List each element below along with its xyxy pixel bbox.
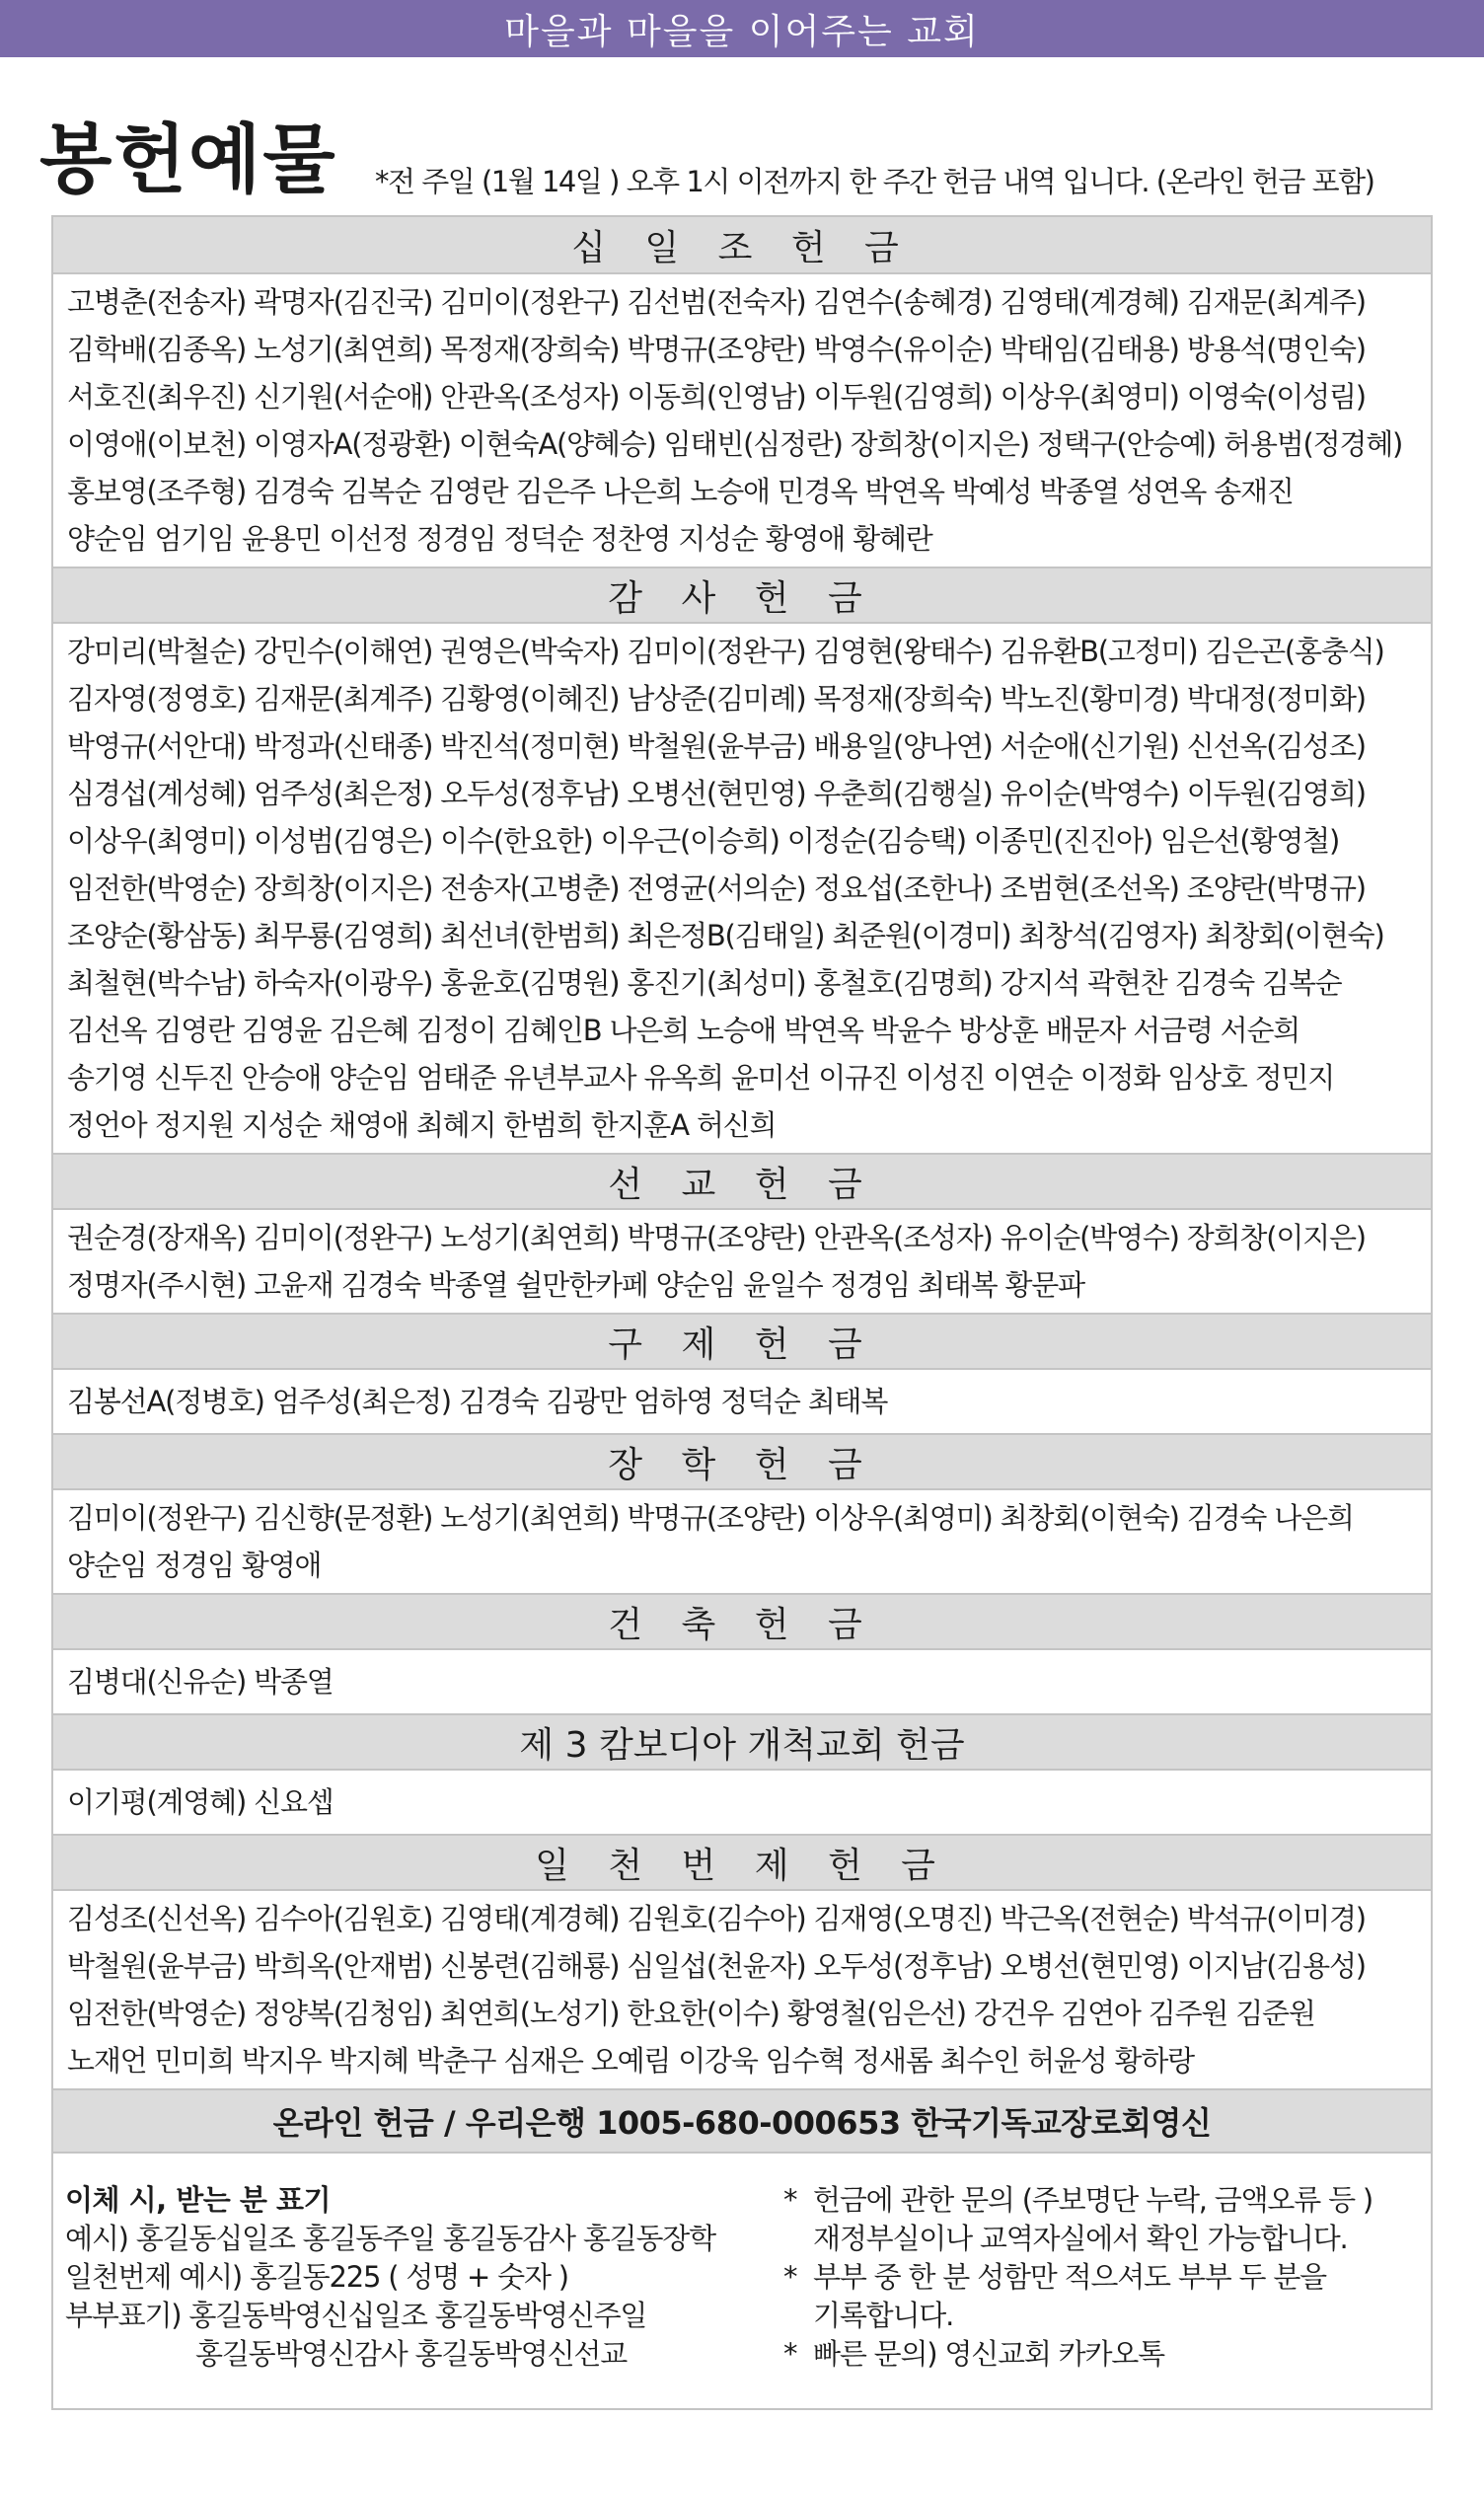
offering-section-names: [53, 1648, 1431, 1713]
offering-sections: [53, 217, 1431, 2088]
donor-names-line: 조양순(황삼동) 최무룡(김영희) 최선녀(한범희) 최은정B(김태일) 최준원(이경미) 최창석(김영자) 최창회(이현숙): [67, 919, 1384, 952]
church-slogan-banner: [0, 0, 1484, 57]
asterisk-mark: *: [783, 2183, 797, 2217]
inquiry-note-text: 빠른 문의) 영신교회 카카오톡: [813, 2337, 1164, 2371]
donor-names-line: 송기영 신두진 안승애 양순임 엄태준 유년부교사 유옥희 윤미선 이규진 이성진 이연순 이정화 임상호 정민지: [67, 1061, 1335, 1095]
inquiry-note: [783, 2335, 1425, 2374]
donor-names-line: 권순경(장재옥) 김미이(정완구) 노성기(최연희) 박명규(조양란) 안관옥(조성자) 유이순(박영수) 장희창(이지은): [67, 1221, 1366, 1254]
offering-section-names: [53, 1208, 1431, 1313]
donor-names-line: 임전한(박영순) 정양복(김청임) 최연희(노성기) 한요한(이수) 황영철(임은선) 강건우 김연아 김주원 김준원: [67, 1997, 1315, 2030]
donor-names-line: 김학배(김종옥) 노성기(최연희) 목정재(장희숙) 박명규(조양란) 박영수(유이순) 박태임(김태용) 방용석(명인숙): [67, 333, 1366, 366]
inquiry-notes: [783, 2181, 1425, 2374]
offering-section-header: 십 일 조 헌 금: [53, 217, 1431, 272]
offering-section-names: [53, 272, 1431, 567]
offering-section-names: [53, 1368, 1431, 1433]
offering-section-header: 감 사 헌 금: [53, 567, 1431, 622]
offering-section-header: 구 제 헌 금: [53, 1313, 1431, 1368]
transfer-guide-heading: 이체 시, 받는 분 표기: [65, 2183, 332, 2217]
donor-names-line: 정명자(주시현) 고윤재 김경숙 박종열 쉴만한카페 양순임 윤일수 정경임 최태복 황문파: [67, 1268, 1084, 1302]
offering-section-names: [53, 622, 1431, 1153]
transfer-guide-line: 홍길동박영신감사 홍길동박영신선교: [195, 2337, 628, 2371]
offering-section-names: [53, 1769, 1431, 1834]
inquiry-note-continuation: 재정부실이나 교역자실에서 확인 가능합니다.: [813, 2222, 1348, 2255]
offering-section-header: 선 교 헌 금: [53, 1153, 1431, 1208]
donor-names-line: 박철원(윤부금) 박희옥(안재범) 신봉련(김해룡) 심일섭(천윤자) 오두성(정후남) 오병선(현민영) 이지남(김용성): [67, 1949, 1366, 1983]
transfer-notation-guide: [65, 2181, 715, 2374]
offering-section-header: 일 천 번 제 헌 금: [53, 1834, 1431, 1889]
asterisk-mark: *: [783, 2337, 797, 2371]
donor-names-line: 강미리(박철순) 강민수(이해연) 권영은(박숙자) 김미이(정완구) 김영현(왕태수) 김유환B(고정미) 김은곤(홍충식): [67, 635, 1384, 668]
page-subtitle: *전 주일 (1월 14일 ) 오후 1시 이전까지 한 주간 헌금 내역 입니다. (온라인 헌금 포함): [375, 165, 1374, 198]
donor-names-line: 김성조(신선옥) 김수아(김원호) 김영태(계경혜) 김원호(김수아) 김재영(오명진) 박근옥(전현순) 박석규(이미경): [67, 1902, 1366, 1935]
page-title: 봉헌예물: [39, 115, 337, 203]
donor-names-line: 김선옥 김영란 김영윤 김은혜 김정이 김혜인B 나은희 노승애 박연옥 박윤수 방상훈 배문자 서금령 서순희: [67, 1014, 1300, 1047]
donor-names-line: 김미이(정완구) 김신향(문정환) 노성기(최연희) 박명규(조양란) 이상우(최영미) 최창회(이현숙) 김경숙 나은희: [67, 1501, 1354, 1535]
donor-names-line: 이영애(이보천) 이영자A(정광환) 이현숙A(양혜승) 임태빈(심정란) 장희창(이지은) 정택구(안승예) 허용범(정경혜): [67, 427, 1403, 461]
inquiry-note-continuation: 기록합니다.: [813, 2299, 954, 2332]
offering-section-header: 제 3 캄보디아 개척교회 헌금: [53, 1713, 1431, 1769]
donor-names-line: 최철현(박수남) 하숙자(이광우) 홍윤호(김명원) 홍진기(최성미) 홍철호(김명희) 강지석 곽현찬 김경숙 김복순: [67, 966, 1342, 1000]
donor-names-line: 양순임 정경임 황영애: [67, 1549, 322, 1582]
donor-names-line: 홍보영(조주형) 김경숙 김복순 김영란 김은주 나은희 노승애 민경옥 박연옥 박예성 박종열 성연옥 송재진: [67, 475, 1294, 508]
banner-text: 마을과 마을을 이어주는 교회: [504, 11, 980, 52]
offering-section-names: [53, 1488, 1431, 1593]
inquiry-note: [783, 2258, 1425, 2297]
donor-names-line: 이기평(계영혜) 신요셉: [67, 1785, 334, 1819]
donor-names-line: 정언아 정지원 지성순 채영애 최혜지 한범희 한지훈A 허신희: [67, 1108, 777, 1142]
donor-names-line: 서호진(최우진) 신기원(서순애) 안관옥(조성자) 이동희(인영남) 이두원(김영희) 이상우(최영미) 이영숙(이성림): [67, 380, 1366, 414]
offering-section-header: 장 학 헌 금: [53, 1433, 1431, 1488]
donor-names-line: 임전한(박영순) 장희창(이지은) 전송자(고병춘) 전영균(서의순) 정요섭(조한나) 조범현(조선옥) 조양란(박명규): [67, 871, 1366, 905]
transfer-guide-line: 일천번제 예시) 홍길동225 ( 성명 + 숫자 ): [65, 2260, 568, 2294]
notes-area: [53, 2152, 1431, 2408]
offering-table: [51, 215, 1433, 2410]
asterisk-mark: *: [783, 2260, 797, 2294]
donor-names-line: 양순임 엄기임 윤용민 이선정 정경임 정덕순 정찬영 지성순 황영애 황혜란: [67, 522, 932, 556]
inquiry-note: [783, 2181, 1425, 2220]
donor-names-line: 박영규(서안대) 박정과(신태종) 박진석(정미현) 박철원(윤부금) 배용일(양나연) 서순애(신기원) 신선옥(김성조): [67, 729, 1366, 763]
donor-names-line: 김병대(신유순) 박종열: [67, 1665, 334, 1699]
donor-names-line: 심경섭(계성혜) 엄주성(최은정) 오두성(정후남) 오병선(현민영) 우춘희(김행실) 유이순(박영수) 이두원(김영희): [67, 777, 1366, 810]
donor-names-line: 노재언 민미희 박지우 박지혜 박춘구 심재은 오예림 이강욱 임수혁 정새롬 최수인 허윤성 황하랑: [67, 2044, 1194, 2078]
donor-names-line: 이상우(최영미) 이성범(김영은) 이수(한요한) 이우근(이승희) 이정순(김승택) 이종민(진진아) 임은선(황영철): [67, 824, 1340, 858]
offering-section-header: 건 축 헌 금: [53, 1593, 1431, 1648]
online-offering-text: 온라인 헌금 / 우리은행 1005-680-000653 한국기독교장로회영신: [272, 2104, 1212, 2142]
transfer-guide-line: 예시) 홍길동십일조 홍길동주일 홍길동감사 홍길동장학: [65, 2222, 715, 2255]
donor-names-line: 김봉선A(정병호) 엄주성(최은정) 김경숙 김광만 엄하영 정덕순 최태복: [67, 1385, 888, 1418]
transfer-guide-line: 부부표기) 홍길동박영신십일조 홍길동박영신주일: [65, 2299, 647, 2332]
offering-section-names: [53, 1889, 1431, 2088]
inquiry-note-text: 헌금에 관한 문의 (주보명단 누락, 금액오류 등 ): [813, 2183, 1373, 2217]
inquiry-note-text: 부부 중 한 분 성함만 적으셔도 부부 두 분을: [813, 2260, 1326, 2294]
donor-names-line: 고병춘(전송자) 곽명자(김진국) 김미이(정완구) 김선범(전숙자) 김연수(송혜경) 김영태(계경혜) 김재문(최계주): [67, 285, 1366, 319]
donor-names-line: 김자영(정영호) 김재문(최계주) 김황영(이혜진) 남상준(김미례) 목정재(장희숙) 박노진(황미경) 박대정(정미화): [67, 682, 1366, 716]
online-offering-account: [53, 2088, 1431, 2152]
title-row: [39, 111, 1460, 209]
